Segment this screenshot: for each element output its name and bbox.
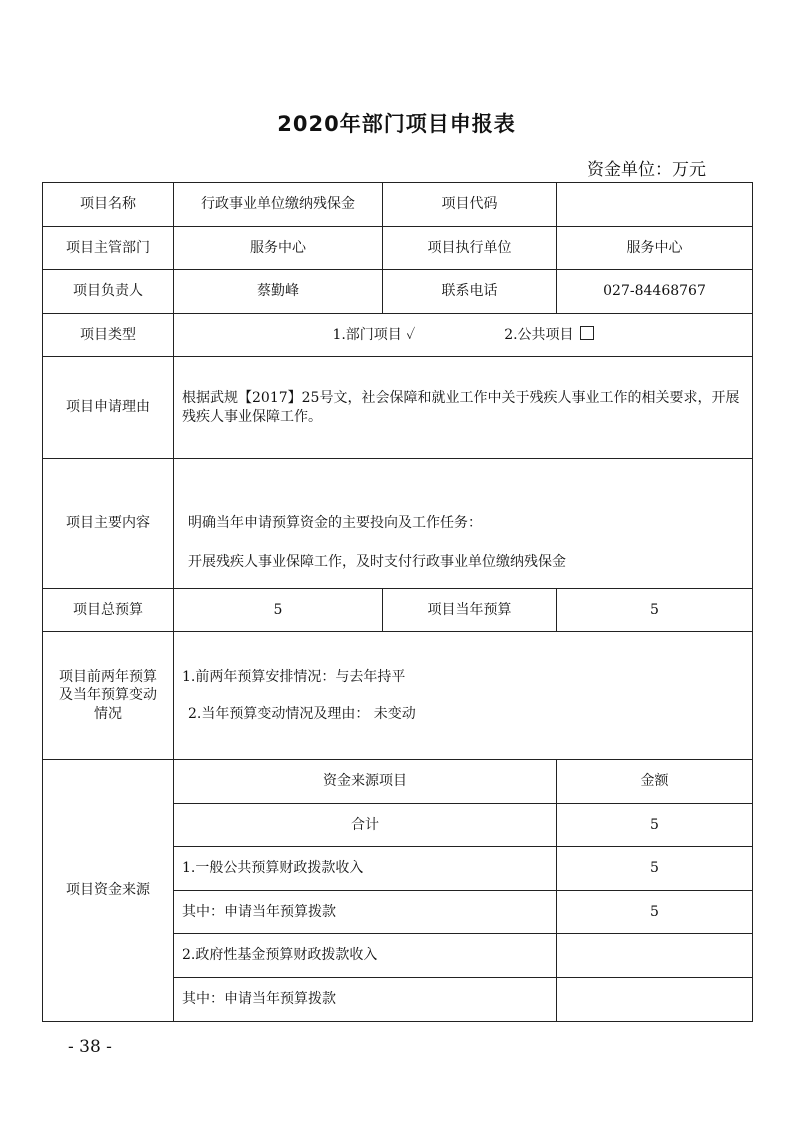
row-owner <box>43 270 753 314</box>
label-funds-source: 项目资金来源 <box>43 760 174 1022</box>
value-total-budget: 5 <box>174 589 383 632</box>
funds-source: 1.一般公共预算财政拨款收入 <box>174 847 557 891</box>
row-project-type <box>43 314 753 357</box>
row-project-name <box>43 183 753 227</box>
value-content <box>174 459 753 589</box>
content-line-2: 开展残疾人事业保障工作，及时支付行政事业单位缴纳残保金 <box>188 553 566 570</box>
value-phone: 027-84468767 <box>557 270 753 314</box>
row-reason <box>43 357 753 459</box>
value-project-type <box>174 314 753 357</box>
label-reason: 项目申请理由 <box>43 357 174 459</box>
row-funds-header <box>43 760 753 804</box>
funds-header-source: 资金来源项目 <box>174 760 557 804</box>
label-budget-change-line-1: 项目前两年预算 <box>59 669 157 686</box>
funds-source: 其中：申请当年预算拨款 <box>174 891 557 934</box>
label-budget-change-line-3: 情况 <box>94 705 122 722</box>
value-executing-unit: 服务中心 <box>557 227 753 270</box>
funds-source: 其中：申请当年预算拨款 <box>174 978 557 1022</box>
budget-change-line-2: 2.当年预算变动情况及理由： 未变动 <box>188 705 416 722</box>
label-project-code: 项目代码 <box>383 183 557 227</box>
value-project-name: 行政事业单位缴纳残保金 <box>174 183 383 227</box>
budget-change-line-1: 1.前两年预算安排情况：与去年持平 <box>182 669 406 686</box>
value-project-code <box>557 183 753 227</box>
content-line-1: 明确当年申请预算资金的主要投向及工作任务： <box>188 515 482 532</box>
label-owner: 项目负责人 <box>43 270 174 314</box>
row-budget-change <box>43 632 753 760</box>
label-executing-unit: 项目执行单位 <box>383 227 557 270</box>
type-option-public: 2.公共项目 <box>504 326 574 343</box>
page-title: 2020年部门项目申报表 <box>277 112 516 136</box>
value-owner: 蔡勤峰 <box>174 270 383 314</box>
label-budget-change <box>43 632 174 760</box>
checkbox-icon <box>580 326 594 340</box>
currency-unit: 资金单位：万元 <box>587 160 706 180</box>
row-content <box>43 459 753 589</box>
label-budget-change-line-2: 及当年预算变动 <box>59 687 157 704</box>
funds-source: 2.政府性基金预算财政拨款收入 <box>174 934 557 978</box>
project-application-form <box>42 182 753 1022</box>
type-option-department: 1.部门项目 ✓ <box>332 326 416 343</box>
row-budget <box>43 589 753 632</box>
label-project-type: 项目类型 <box>43 314 174 357</box>
page-number: - 38 - <box>68 1037 112 1057</box>
funds-amount: 5 <box>557 804 753 847</box>
funds-amount <box>557 978 753 1022</box>
value-current-budget: 5 <box>557 589 753 632</box>
funds-source: 合计 <box>174 804 557 847</box>
row-department <box>43 227 753 270</box>
label-project-name: 项目名称 <box>43 183 174 227</box>
funds-header-amount: 金额 <box>557 760 753 804</box>
value-budget-change <box>174 632 753 760</box>
value-department: 服务中心 <box>174 227 383 270</box>
label-department: 项目主管部门 <box>43 227 174 270</box>
label-total-budget: 项目总预算 <box>43 589 174 632</box>
label-phone: 联系电话 <box>383 270 557 314</box>
funds-amount: 5 <box>557 847 753 891</box>
funds-amount: 5 <box>557 891 753 934</box>
label-current-budget: 项目当年预算 <box>383 589 557 632</box>
funds-amount <box>557 934 753 978</box>
label-content: 项目主要内容 <box>43 459 174 589</box>
value-reason: 根据武规【2017】25号文，社会保障和就业工作中关于残疾人事业工作的相关要求，开展残疾人事业保障工作。 <box>174 357 753 459</box>
